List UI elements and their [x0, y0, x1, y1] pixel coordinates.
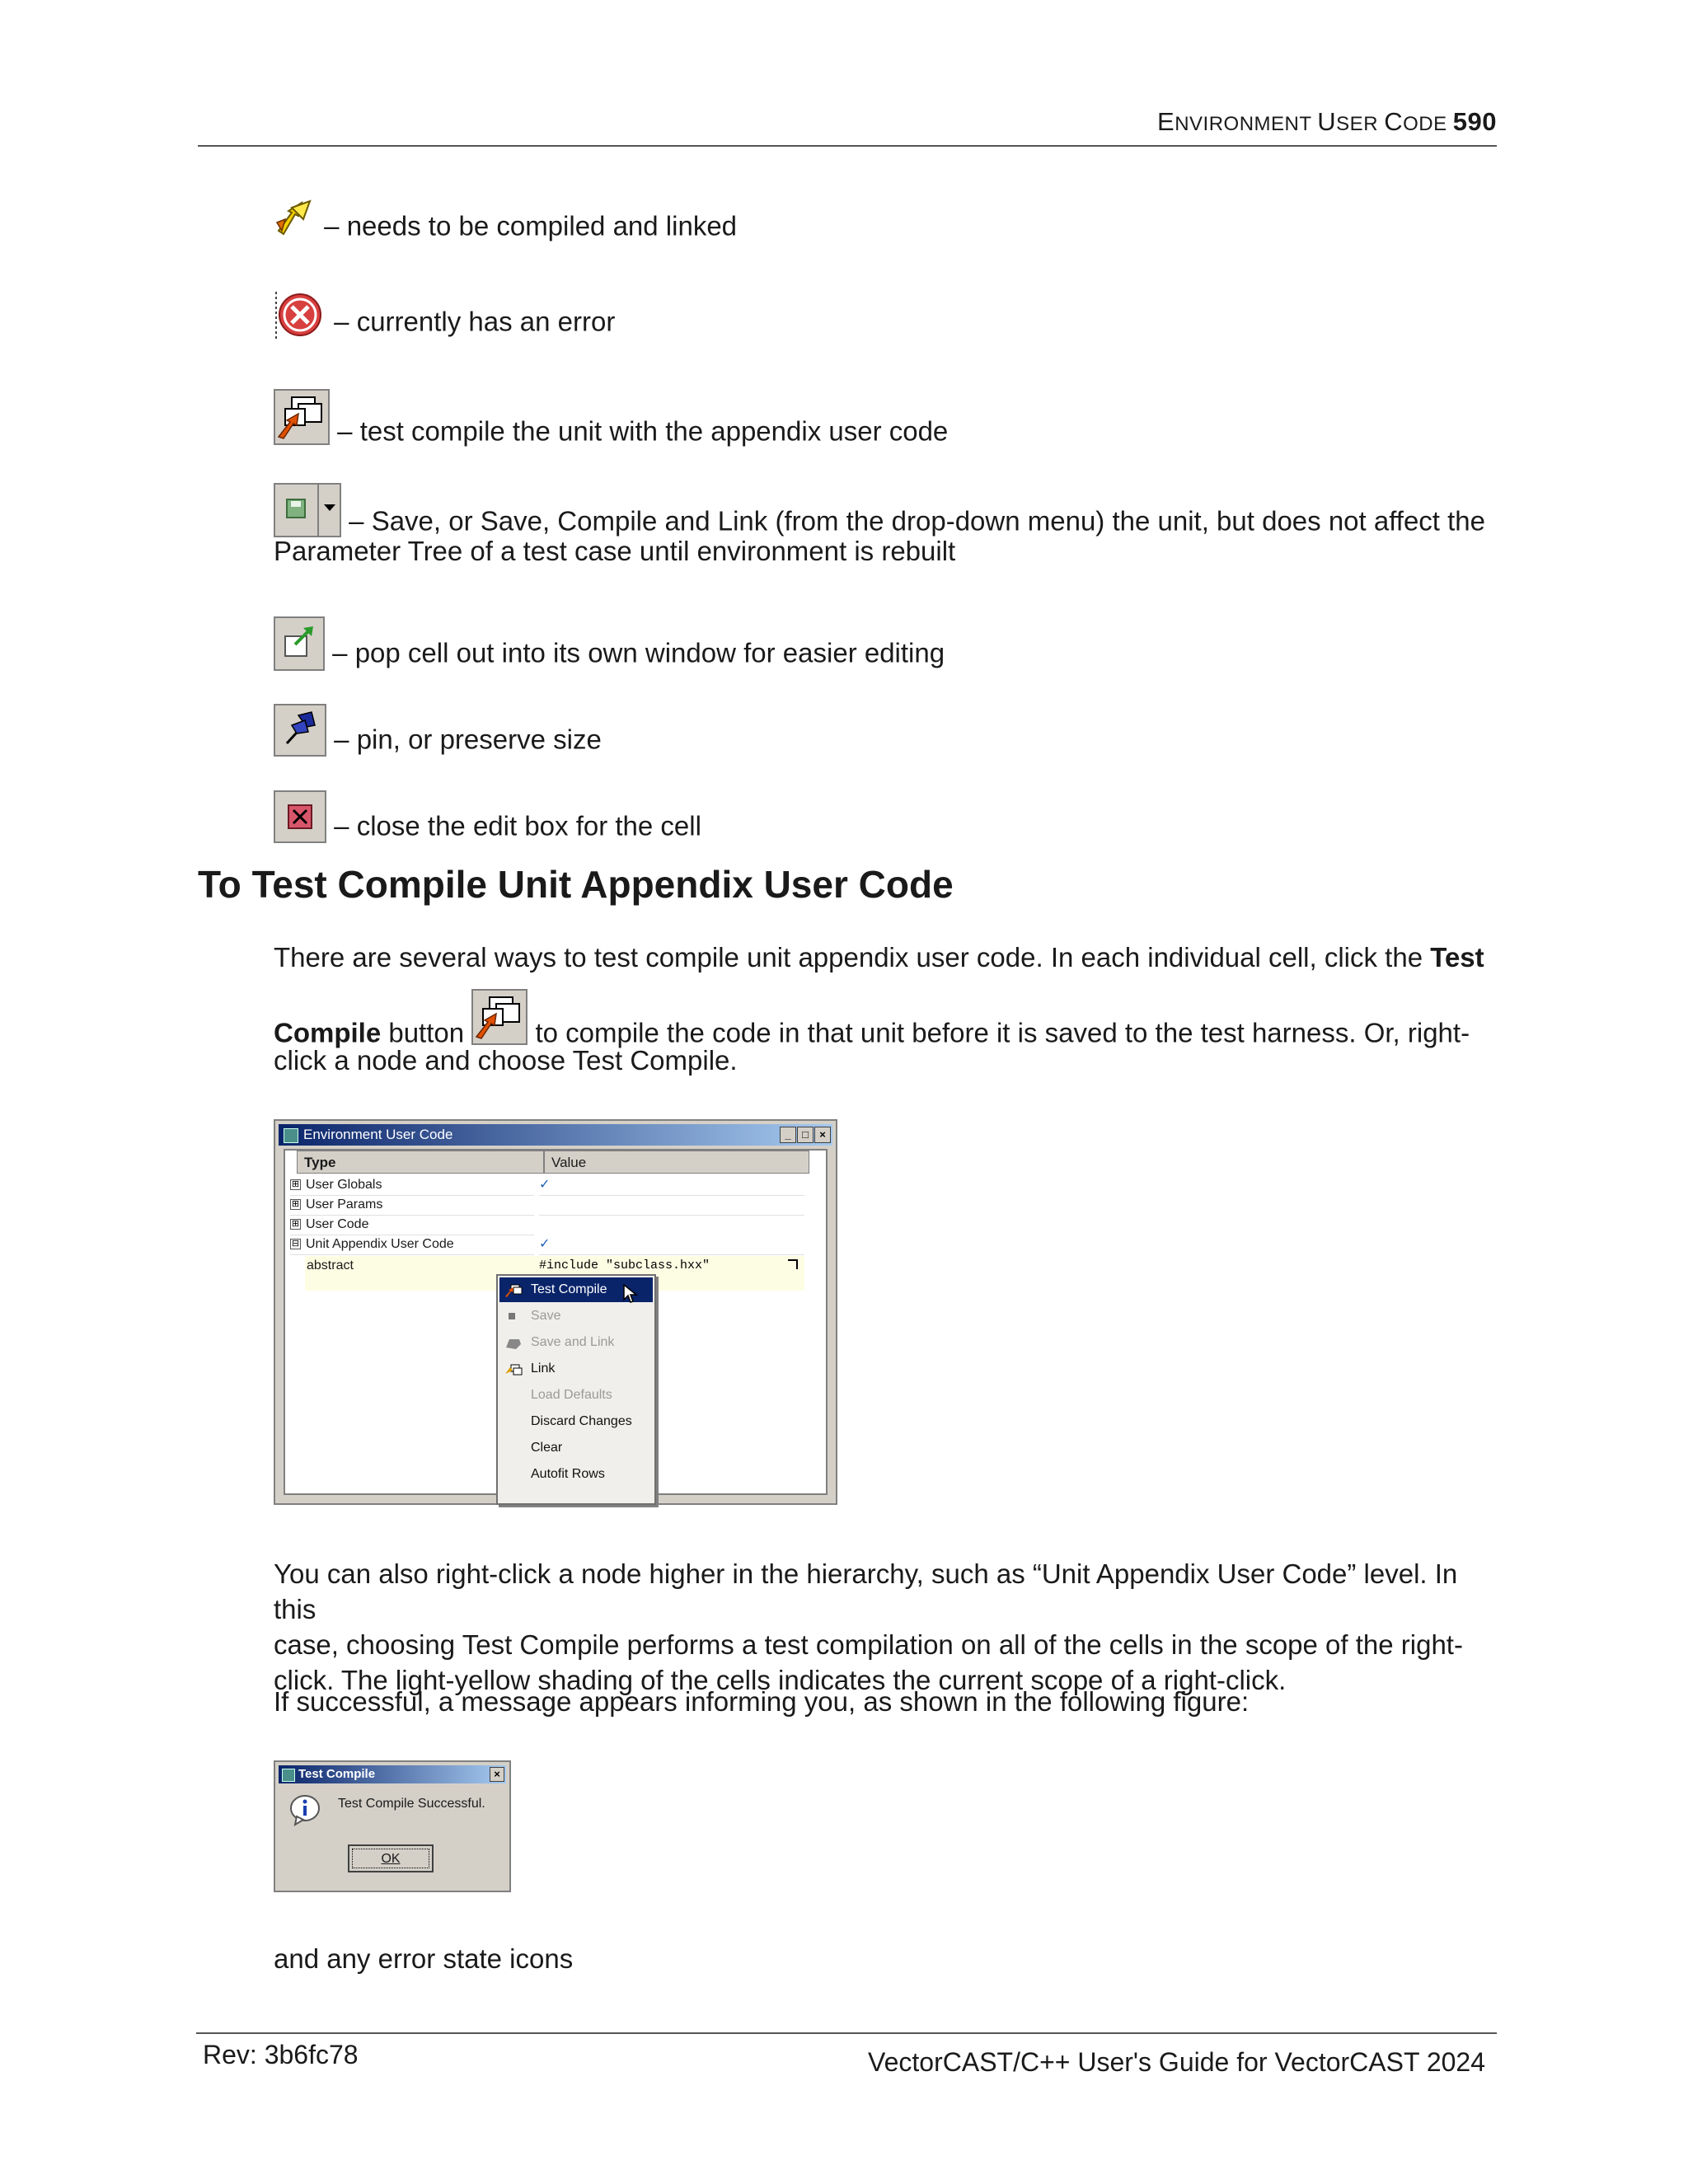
grid-row-abstract[interactable]	[285, 1256, 804, 1276]
menu-item-link[interactable]	[499, 1357, 653, 1381]
para-line: You can also right-click a node higher in the hierarchy, such as “Unit Appendix User Code” level. In this	[274, 1558, 1458, 1624]
expand-icon[interactable]: ⊞	[291, 1199, 300, 1210]
test-compile-icon	[274, 389, 330, 445]
legend-text: – Save, or Save, Compile and Link (from the drop-down menu) the unit, but does not affect the	[349, 505, 1486, 537]
legend-item-close	[274, 802, 701, 855]
menu-item-label: Save	[531, 1309, 561, 1323]
link-icon	[504, 1361, 523, 1376]
section-heading: To Test Compile Unit Appendix User Code	[198, 863, 954, 906]
pop-out-icon[interactable]	[274, 616, 325, 671]
close-button[interactable]: ×	[490, 1767, 504, 1782]
save-dropdown-icon[interactable]	[274, 483, 341, 537]
test-compile-icon[interactable]	[471, 989, 528, 1045]
minimize-button[interactable]: _	[780, 1127, 796, 1143]
para-text: to compile the code in that unit before it is saved to the test harness. Or, right-	[535, 1017, 1470, 1048]
context-menu	[496, 1274, 656, 1505]
legend-text: – close the edit box for the cell	[334, 810, 701, 841]
footer-revision: Rev: 3b6fc78	[203, 2040, 359, 2069]
menu-item-load-defaults[interactable]	[499, 1383, 653, 1408]
header-title	[1157, 107, 1497, 137]
ok-button-label: OK	[352, 1849, 429, 1868]
row-type: User Code	[306, 1217, 369, 1231]
para-bold: Test	[1430, 942, 1484, 972]
yellow-arrow-icon	[274, 198, 316, 239]
menu-item-save-and-link[interactable]	[499, 1330, 653, 1355]
row-type: User Params	[306, 1197, 383, 1212]
legend-text: – pop cell out into its own window for easier editing	[332, 637, 945, 668]
app-icon	[284, 1128, 298, 1143]
expand-icon[interactable]: ⊞	[291, 1179, 300, 1190]
header-title-word: NVIRONMENT	[1175, 113, 1318, 135]
row-type: abstract	[307, 1258, 354, 1272]
info-icon	[288, 1793, 321, 1830]
legend-item-pop-out	[274, 628, 945, 682]
menu-item-save[interactable]	[499, 1304, 653, 1329]
header-title-word: ODE	[1403, 113, 1453, 135]
legend-text: – test compile the unit with the appendix user code	[337, 415, 949, 447]
grid-row-user-code[interactable]	[285, 1215, 804, 1235]
column-header-type[interactable]: Type	[297, 1151, 544, 1174]
para-text: button	[381, 1017, 472, 1048]
menu-item-label: Clear	[531, 1441, 563, 1455]
menu-item-autofit-rows[interactable]	[499, 1462, 653, 1487]
menu-item-label: Link	[531, 1361, 556, 1376]
paragraph-success: If successful, a message appears informing you, as shown in the following figure:	[274, 1686, 1250, 1717]
page-header	[198, 105, 1497, 147]
row-value: ✓	[539, 1175, 804, 1196]
footer-guide-title: VectorCAST/C++ User's Guide for VectorCAST 2024	[868, 2047, 1485, 2077]
dialog-message: Test Compile Successful.	[338, 1797, 485, 1811]
row-value: ✓	[539, 1235, 804, 1255]
footer-rule	[196, 2032, 1497, 2034]
row-value: #include "subclass.hxx"	[539, 1258, 710, 1272]
grid-row-user-params[interactable]	[285, 1195, 804, 1215]
grid-row-user-globals[interactable]	[285, 1175, 804, 1195]
error-x-icon	[274, 290, 326, 341]
close-cell-icon[interactable]	[274, 790, 326, 843]
ok-button[interactable]	[348, 1844, 434, 1872]
save-icon	[504, 1309, 523, 1324]
menu-item-discard-changes[interactable]	[499, 1409, 653, 1434]
legend-item-compile-link	[274, 208, 737, 249]
menu-item-label: Autofit Rows	[531, 1467, 605, 1481]
save-link-icon	[504, 1335, 523, 1350]
dialog-title: Test Compile	[298, 1767, 376, 1781]
paragraph-intro-line3: click a node and choose Test Compile.	[274, 1045, 738, 1076]
expand-icon[interactable]: ⊞	[291, 1219, 300, 1230]
menu-item-test-compile[interactable]	[499, 1277, 653, 1302]
collapse-icon[interactable]: ⊟	[291, 1239, 300, 1249]
menu-item-clear[interactable]	[499, 1436, 653, 1460]
header-title-word: SER	[1336, 113, 1385, 135]
row-type: Unit Appendix User Code	[306, 1237, 454, 1251]
paragraph-error-icons: and any error state icons	[274, 1943, 574, 1974]
test-compile-icon	[504, 1282, 523, 1297]
page-number: 590	[1452, 107, 1497, 136]
legend-item-test-compile	[274, 405, 948, 462]
para-bold: Compile	[274, 1017, 382, 1048]
menu-item-label: Discard Changes	[531, 1414, 632, 1428]
window-titlebar	[279, 1124, 832, 1146]
menu-item-label: Load Defaults	[531, 1388, 612, 1402]
column-header-value[interactable]: Value	[544, 1151, 809, 1174]
app-icon	[282, 1769, 295, 1782]
row-value	[539, 1195, 804, 1196]
row-value	[539, 1215, 804, 1216]
test-compile-dialog	[274, 1760, 511, 1892]
menu-item-label: Test Compile	[531, 1282, 607, 1296]
legend-item-save-cont	[274, 533, 955, 569]
dialog-titlebar	[279, 1765, 506, 1783]
para-line: click. The light-yellow shading of the cells indicates the current scope of a right-click.	[274, 1665, 1287, 1695]
legend-item-error	[274, 298, 615, 349]
window-title: Environment User Code	[303, 1127, 453, 1142]
para-line: case, choosing Test Compile performs a test compilation on all of the cells in the scope of the right-	[274, 1629, 1463, 1660]
header-title-letter: U	[1317, 107, 1337, 136]
header-title-letter: E	[1157, 107, 1175, 136]
legend-text: – pin, or preserve size	[334, 724, 602, 755]
legend-item-pin	[274, 715, 602, 768]
legend-text: – currently has an error	[334, 306, 616, 337]
close-button[interactable]: ×	[814, 1127, 831, 1143]
legend-text: Parameter Tree of a test case until environment is rebuilt	[274, 536, 956, 566]
resize-corner-icon[interactable]	[788, 1259, 798, 1269]
row-type: User Globals	[306, 1178, 382, 1192]
legend-text: – needs to be compiled and linked	[324, 210, 738, 241]
para-text: There are several ways to test compile unit appendix user code. In each individual cell, click the	[274, 942, 1431, 972]
grid-row-unit-appendix[interactable]	[285, 1235, 804, 1254]
paragraph-hierarchy	[274, 1556, 1493, 1698]
maximize-button[interactable]: □	[797, 1127, 814, 1143]
pin-icon[interactable]	[274, 704, 326, 757]
env-user-code-window	[274, 1119, 837, 1505]
header-title-letter: C	[1384, 107, 1404, 136]
paragraph-intro	[274, 940, 1493, 975]
menu-item-label: Save and Link	[531, 1335, 615, 1349]
